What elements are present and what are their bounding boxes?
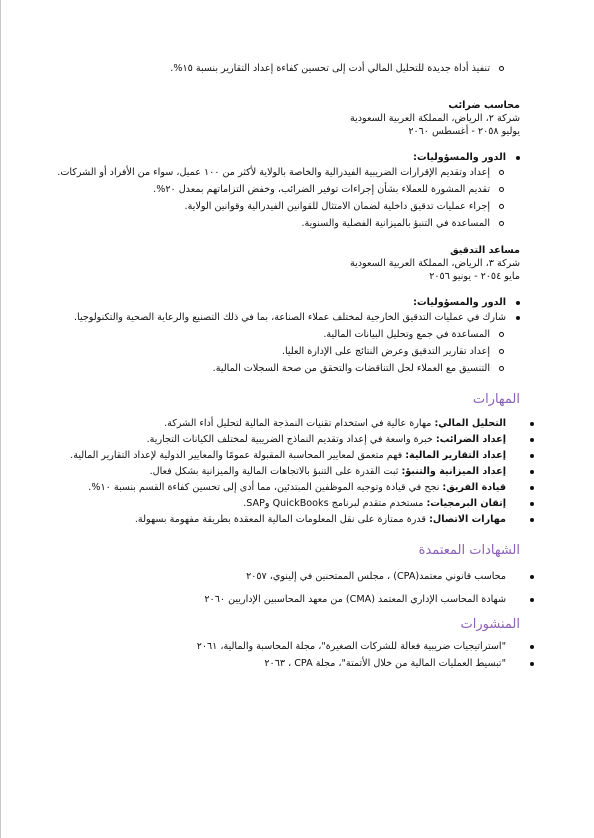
skill-label: مهارات الاتصال: [429,514,506,525]
job-title: محاسب ضرائب [448,100,520,111]
section-title-skills: المهارات [472,392,520,407]
skill-text: مهارة عالية في استخدام تقنيات النمذجة المالية لتحليل أداء الشركة. [164,418,435,429]
skill-label: إتقان البرمجيات: [426,498,506,509]
job-entry-tax-accountant [48,99,520,230]
role-list [48,296,520,324]
skill-text: خبرة واسعة في إعداد وتقديم النماذج الضريبية لمختلف الكيانات التجارية. [146,434,436,445]
skill-item [48,481,520,494]
publications-list [48,640,520,670]
list-item: المساعدة في التنبؤ بالميزانية الفصلية والسنوية. [48,217,490,230]
skill-label: التحليل المالي: [434,418,506,429]
list-item: تقديم المشورة للعملاء بشأن إجراءات توفير الضرائب، وخفض التزاماتهم بمعدل ٢٠%. [48,183,490,196]
page-left-border [0,0,1,838]
skill-label: إعداد التقارير المالية: [405,450,506,461]
certifications-list [48,570,520,606]
role-list [48,151,520,164]
skill-item [48,497,520,510]
section-title-publications: المنشورات [460,617,520,632]
previous-role-list [48,62,520,75]
list-item: تنفيذ أداة جديدة للتحليل المالي أدت إلى تحسين كفاءة إعداد التقارير بنسبة ١٥%. [48,62,490,75]
list-item: التنسيق مع العملاء لحل التناقضات والتحقق من صحة السجلات المالية. [48,362,490,375]
job-title: مساعد التدقيق [450,245,520,256]
skill-label: إعداد الميزانية والتنبؤ: [401,466,506,477]
list-item: إعداد وتقديم الإقرارات الضريبية الفيدرالية والخاصة بالولاية لأكثر من ١٠٠ عميل، سواء من الأفراد أو الشركات. [48,166,490,179]
skill-text: فهم متعمق لمعايير المحاسبة المقبولة عمومًا والمعايير الدولية لإعداد التقارير المالية. [70,450,406,461]
role-heading: الدور والمسؤوليات: [48,296,506,309]
list-item: المساعدة في جمع وتحليل البيانات المالية. [48,328,490,341]
list-item: إجراء عمليات تدقيق داخلية لضمان الامتثال للقوانين الفيدرالية وقوانين الولاية. [48,200,490,213]
skill-item [48,465,520,478]
list-item: شارك في عمليات التدقيق الخارجية لمختلف عملاء الصناعة، بما في ذلك التصنيع والرعاية الصحية والتكنولوجيا. [48,311,506,324]
section-title-certifications: الشهادات المعتمدة [418,543,520,558]
skill-label: قيادة الفريق: [442,482,506,493]
job-entry-audit-assistant [48,244,520,375]
skills-list [48,417,520,526]
responsibilities-list [48,328,520,375]
skill-text: نجح في قيادة وتوجيه الموظفين المبتدئين، مما أدى إلى تحسين كفاءة القسم بنسبة ١٠%. [88,482,443,493]
publication-item: "تبسيط العمليات المالية من خلال الأتمتة"، مجلة CPA ، ٢٠٦٣ [48,657,520,670]
skill-label: إعداد الضرائب: [435,434,506,445]
list-item: إعداد تقارير التدقيق وعرض النتائج على الإدارة العليا. [48,345,490,358]
certifications-section [48,542,520,606]
role-heading: الدور والمسؤوليات: [48,151,506,164]
publications-section [48,616,520,670]
job-dates: يوليو ٢٠٥٨ - أغسطس ٢٠٦٠ [408,126,520,137]
job-dates: مايو ٢٠٥٤ - يونيو ٢٠٥٦ [429,271,520,282]
skill-text: ثبت القدرة على التنبؤ بالاتجاهات المالية والميزانية بشكل فعال. [149,466,402,477]
skill-text: مستخدم متقدم لبرنامج QuickBooks وSAP. [243,498,427,509]
resume-page [48,62,520,674]
publication-item: "استراتيجيات ضريبية فعالة للشركات الصغيرة"، مجلة المحاسبة والمالية، ٢٠٦١ [48,640,520,653]
responsibilities-list [48,166,520,230]
job-company: شركة ٢، الرياض، المملكة العربية السعودية [349,113,520,124]
certification-item: محاسب قانوني معتمد(CPA) ، مجلس الممتحنين في إلينوي، ٢٠٥٧ [48,570,520,583]
certification-item: شهادة المحاسب الإداري المعتمد (CMA) من معهد المحاسبين الإداريين ٢٠٦٠ [48,593,520,606]
skill-item [48,433,520,446]
skills-section [48,391,520,526]
skill-item [48,449,520,462]
skill-text: قدرة ممتازة على نقل المعلومات المالية المعقدة بطريقة مفهومة بسهولة. [134,514,430,525]
job-company: شركة ٣، الرياض، المملكة العربية السعودية [349,258,520,269]
skill-item [48,513,520,526]
skill-item [48,417,520,430]
